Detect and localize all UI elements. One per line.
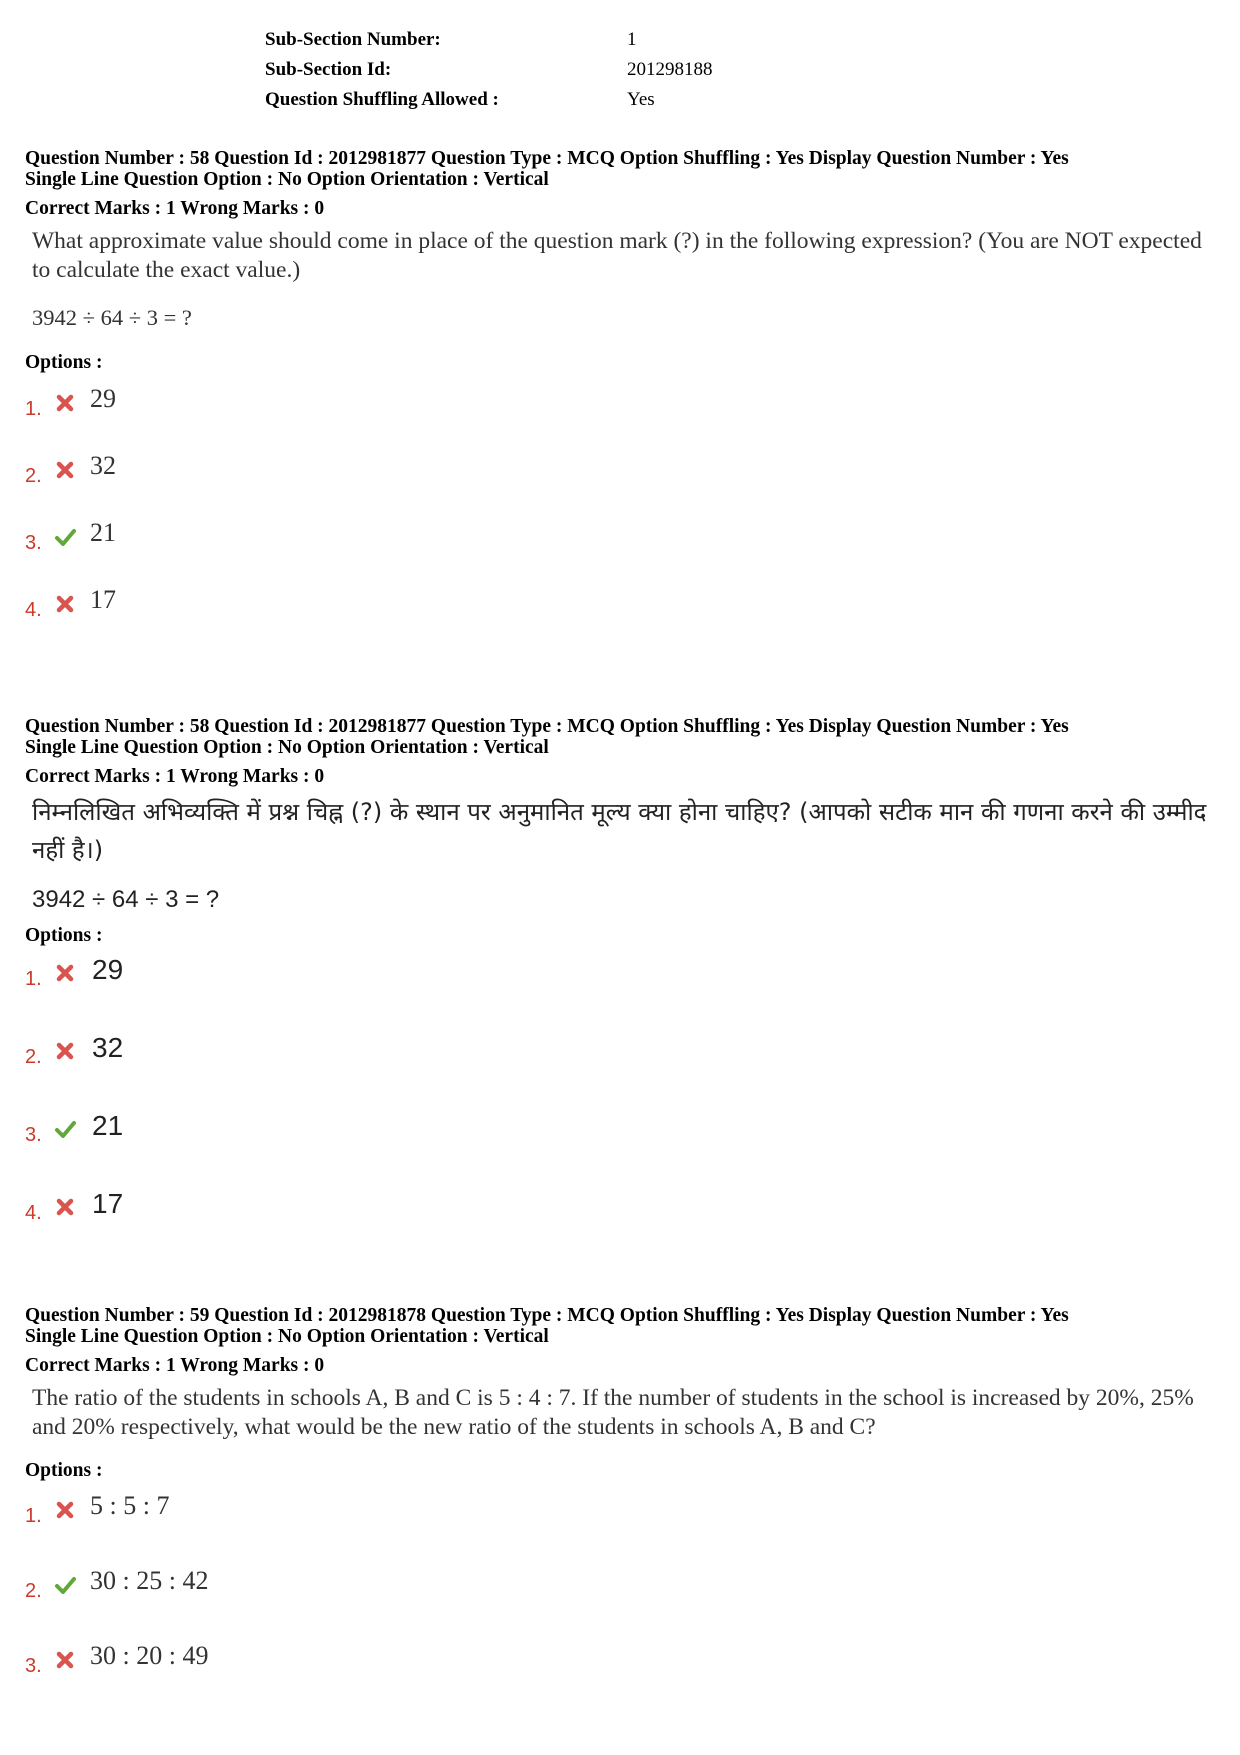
subsection-meta	[265, 25, 713, 115]
question-text: निम्नलिखित अभिव्यक्ति में प्रश्न चिह्न (?) के स्थान पर अनुमानित मूल्य क्या होना चाहिए? (आपको सटीक मान की गणना करने की उम्मीद नहीं है।)	[32, 798, 1207, 864]
correct-check-icon	[54, 526, 76, 548]
question-59-english	[25, 1305, 1215, 1677]
subsection-id-value: 201298188	[627, 59, 713, 80]
option-text: 32	[92, 1032, 124, 1063]
options-label: Options :	[25, 925, 103, 946]
subsection-id-row	[265, 55, 713, 85]
question-header-line2: Single Line Question Option : No Option Orientation : Vertical	[25, 169, 549, 190]
wrong-cross-icon	[54, 1649, 76, 1671]
question-58-english	[25, 148, 1215, 668]
option-number: 4.	[25, 1202, 42, 1224]
option-text: 29	[92, 954, 124, 985]
question-shuffling-label: Question Shuffling Allowed :	[265, 89, 499, 110]
subsection-number-value: 1	[627, 29, 637, 50]
option-number: 2.	[25, 1046, 42, 1068]
option-number: 4.	[25, 599, 42, 621]
option-text: 21	[90, 518, 116, 547]
option-text: 30 : 25 : 42	[90, 1566, 209, 1595]
option-number: 3.	[25, 1124, 42, 1146]
question-58-hindi	[25, 716, 1215, 1246]
question-header-line1: Question Number : 58 Question Id : 2012981877 Question Type : MCQ Option Shuffling : Yes Display Question Number : Yes	[25, 148, 1069, 169]
question-marks: Correct Marks : 1 Wrong Marks : 0	[25, 1355, 325, 1376]
question-marks: Correct Marks : 1 Wrong Marks : 0	[25, 766, 325, 787]
wrong-cross-icon	[54, 962, 76, 984]
question-expression: 3942 ÷ 64 ÷ 3 = ?	[32, 305, 192, 330]
question-shuffling-value: Yes	[627, 89, 655, 110]
wrong-cross-icon	[54, 392, 76, 414]
question-header-line1: Question Number : 58 Question Id : 2012981877 Question Type : MCQ Option Shuffling : Yes Display Question Number : Yes	[25, 716, 1069, 737]
question-shuffling-row	[265, 85, 655, 115]
option-text: 29	[90, 384, 116, 413]
subsection-id-label: Sub-Section Id:	[265, 59, 392, 80]
options-label: Options :	[25, 1460, 103, 1481]
option-text: 5 : 5 : 7	[90, 1491, 170, 1520]
correct-check-icon	[54, 1118, 76, 1140]
option-text: 21	[92, 1110, 124, 1141]
question-header-line2: Single Line Question Option : No Option Orientation : Vertical	[25, 737, 549, 758]
option-number: 2.	[25, 465, 42, 487]
option-text: 17	[90, 585, 116, 614]
question-expression: 3942 ÷ 64 ÷ 3 = ?	[32, 886, 220, 913]
question-header-line2: Single Line Question Option : No Option Orientation : Vertical	[25, 1326, 549, 1347]
wrong-cross-icon	[54, 1499, 76, 1521]
wrong-cross-icon	[54, 459, 76, 481]
option-number: 1.	[25, 398, 42, 420]
option-number: 2.	[25, 1580, 42, 1602]
question-text: The ratio of the students in schools A, B and C is 5 : 4 : 7. If the number of students in the school is increased by 20%, 25% and 20% respectively, what would be the new ratio of the students in schools A, B and C?	[32, 1385, 1194, 1440]
question-marks: Correct Marks : 1 Wrong Marks : 0	[25, 198, 325, 219]
option-number: 3.	[25, 532, 42, 554]
correct-check-icon	[54, 1574, 76, 1596]
wrong-cross-icon	[54, 1196, 76, 1218]
option-number: 3.	[25, 1655, 42, 1677]
wrong-cross-icon	[54, 1040, 76, 1062]
subsection-number-label: Sub-Section Number:	[265, 29, 441, 50]
option-text: 32	[90, 451, 116, 480]
options-label: Options :	[25, 352, 103, 373]
wrong-cross-icon	[54, 593, 76, 615]
option-text: 17	[92, 1188, 124, 1219]
question-header-line1: Question Number : 59 Question Id : 2012981878 Question Type : MCQ Option Shuffling : Yes Display Question Number : Yes	[25, 1305, 1069, 1326]
option-number: 1.	[25, 1505, 42, 1527]
subsection-number-row	[265, 25, 637, 55]
option-number: 1.	[25, 968, 42, 990]
option-text: 30 : 20 : 49	[90, 1641, 209, 1670]
question-text: What approximate value should come in place of the question mark (?) in the following expression? (You are NOT expected to calculate the exact value.)	[32, 228, 1202, 283]
